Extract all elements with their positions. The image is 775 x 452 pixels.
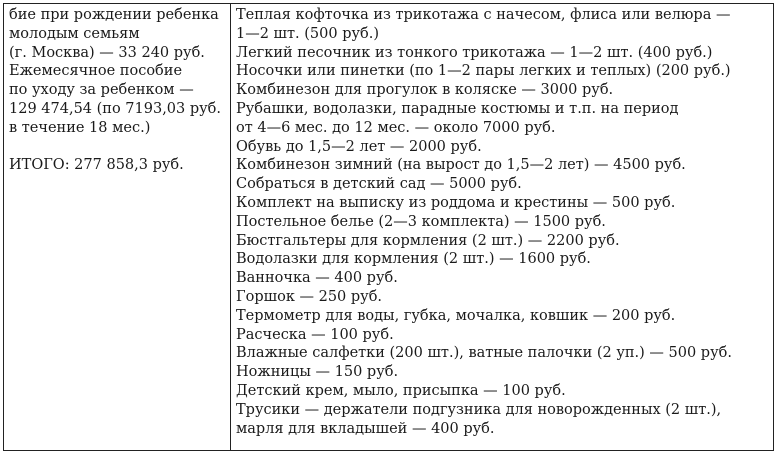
- text-line: Постельное белье (2—3 комплекта) — 1500 руб.: [236, 213, 606, 230]
- text-line: Ножницы — 150 руб.: [236, 364, 399, 381]
- text-line: Детский крем, мыло, присыпка — 100 руб.: [236, 382, 566, 399]
- text-line: Теплая кофточка из трикотажа с начесом, флиса или велюра —: [236, 7, 731, 23]
- benefits-cell: [4, 4, 231, 451]
- text-line: марля для вкладышей — 400 руб.: [236, 420, 495, 437]
- text-line: Собраться в детский сад — 5000 руб.: [236, 176, 522, 193]
- text-line: 1—2 шт. (500 руб.): [236, 25, 380, 42]
- blank-line: [9, 138, 225, 157]
- text-line: Водолазки для кормления (2 шт.) — 1600 руб.: [236, 251, 591, 268]
- text-line: Бюстгальтеры для кормления (2 шт.) — 2200 руб.: [236, 232, 620, 249]
- text-line: Комбинезон для прогулок в коляске — 3000 руб.: [236, 82, 614, 99]
- total-line: ИТОГО: 277 858,3 руб.: [9, 157, 184, 174]
- text-line: Расческа — 100 руб.: [236, 326, 394, 343]
- text-line: Трусики — держатели подгузника для новорожденных (2 шт.),: [236, 401, 722, 418]
- text-line: Комплект на выписку из роддома и крестины — 500 руб.: [236, 194, 676, 211]
- text-line: Легкий песочник из тонкого трикотажа — 1—2 шт. (400 руб.): [236, 44, 713, 61]
- text-line: в течение 18 мес.): [9, 119, 151, 136]
- text-line: Горшок — 250 руб.: [236, 288, 383, 305]
- text-line: Термометр для воды, губка, мочалка, ковшик — 200 руб.: [236, 307, 676, 324]
- text-line: 129 474,54 (по 7193,03 руб.: [9, 100, 222, 117]
- text-line: Обувь до 1,5—2 лет — 2000 руб.: [236, 138, 482, 155]
- text-line: Влажные салфетки (200 шт.), ватные палочки (2 уп.) — 500 руб.: [236, 345, 732, 362]
- text-line: бие при рождении ребенка: [9, 7, 219, 23]
- text-line: Носочки или пинетки (по 1—2 пары легких и теплых) (200 руб.): [236, 63, 731, 80]
- expenses-cell: [231, 4, 774, 451]
- text-line: Рубашки, водолазки, парадные костюмы и т.п. на период: [236, 100, 679, 117]
- text-line: Ванночка — 400 руб.: [236, 270, 398, 287]
- text-line: от 4—6 мес. до 12 мес. — около 7000 руб.: [236, 119, 556, 136]
- text-line: Комбинезон зимний (на вырост до 1,5—2 лет) — 4500 руб.: [236, 157, 686, 174]
- text-line: молодым семьям: [9, 25, 140, 42]
- text-line: (г. Москва) — 33 240 руб.: [9, 44, 205, 61]
- text-line: Ежемесячное пособие: [9, 63, 183, 80]
- text-line: по уходу за ребенком —: [9, 82, 194, 99]
- table-row: [4, 4, 774, 451]
- expenses-table: [3, 3, 774, 451]
